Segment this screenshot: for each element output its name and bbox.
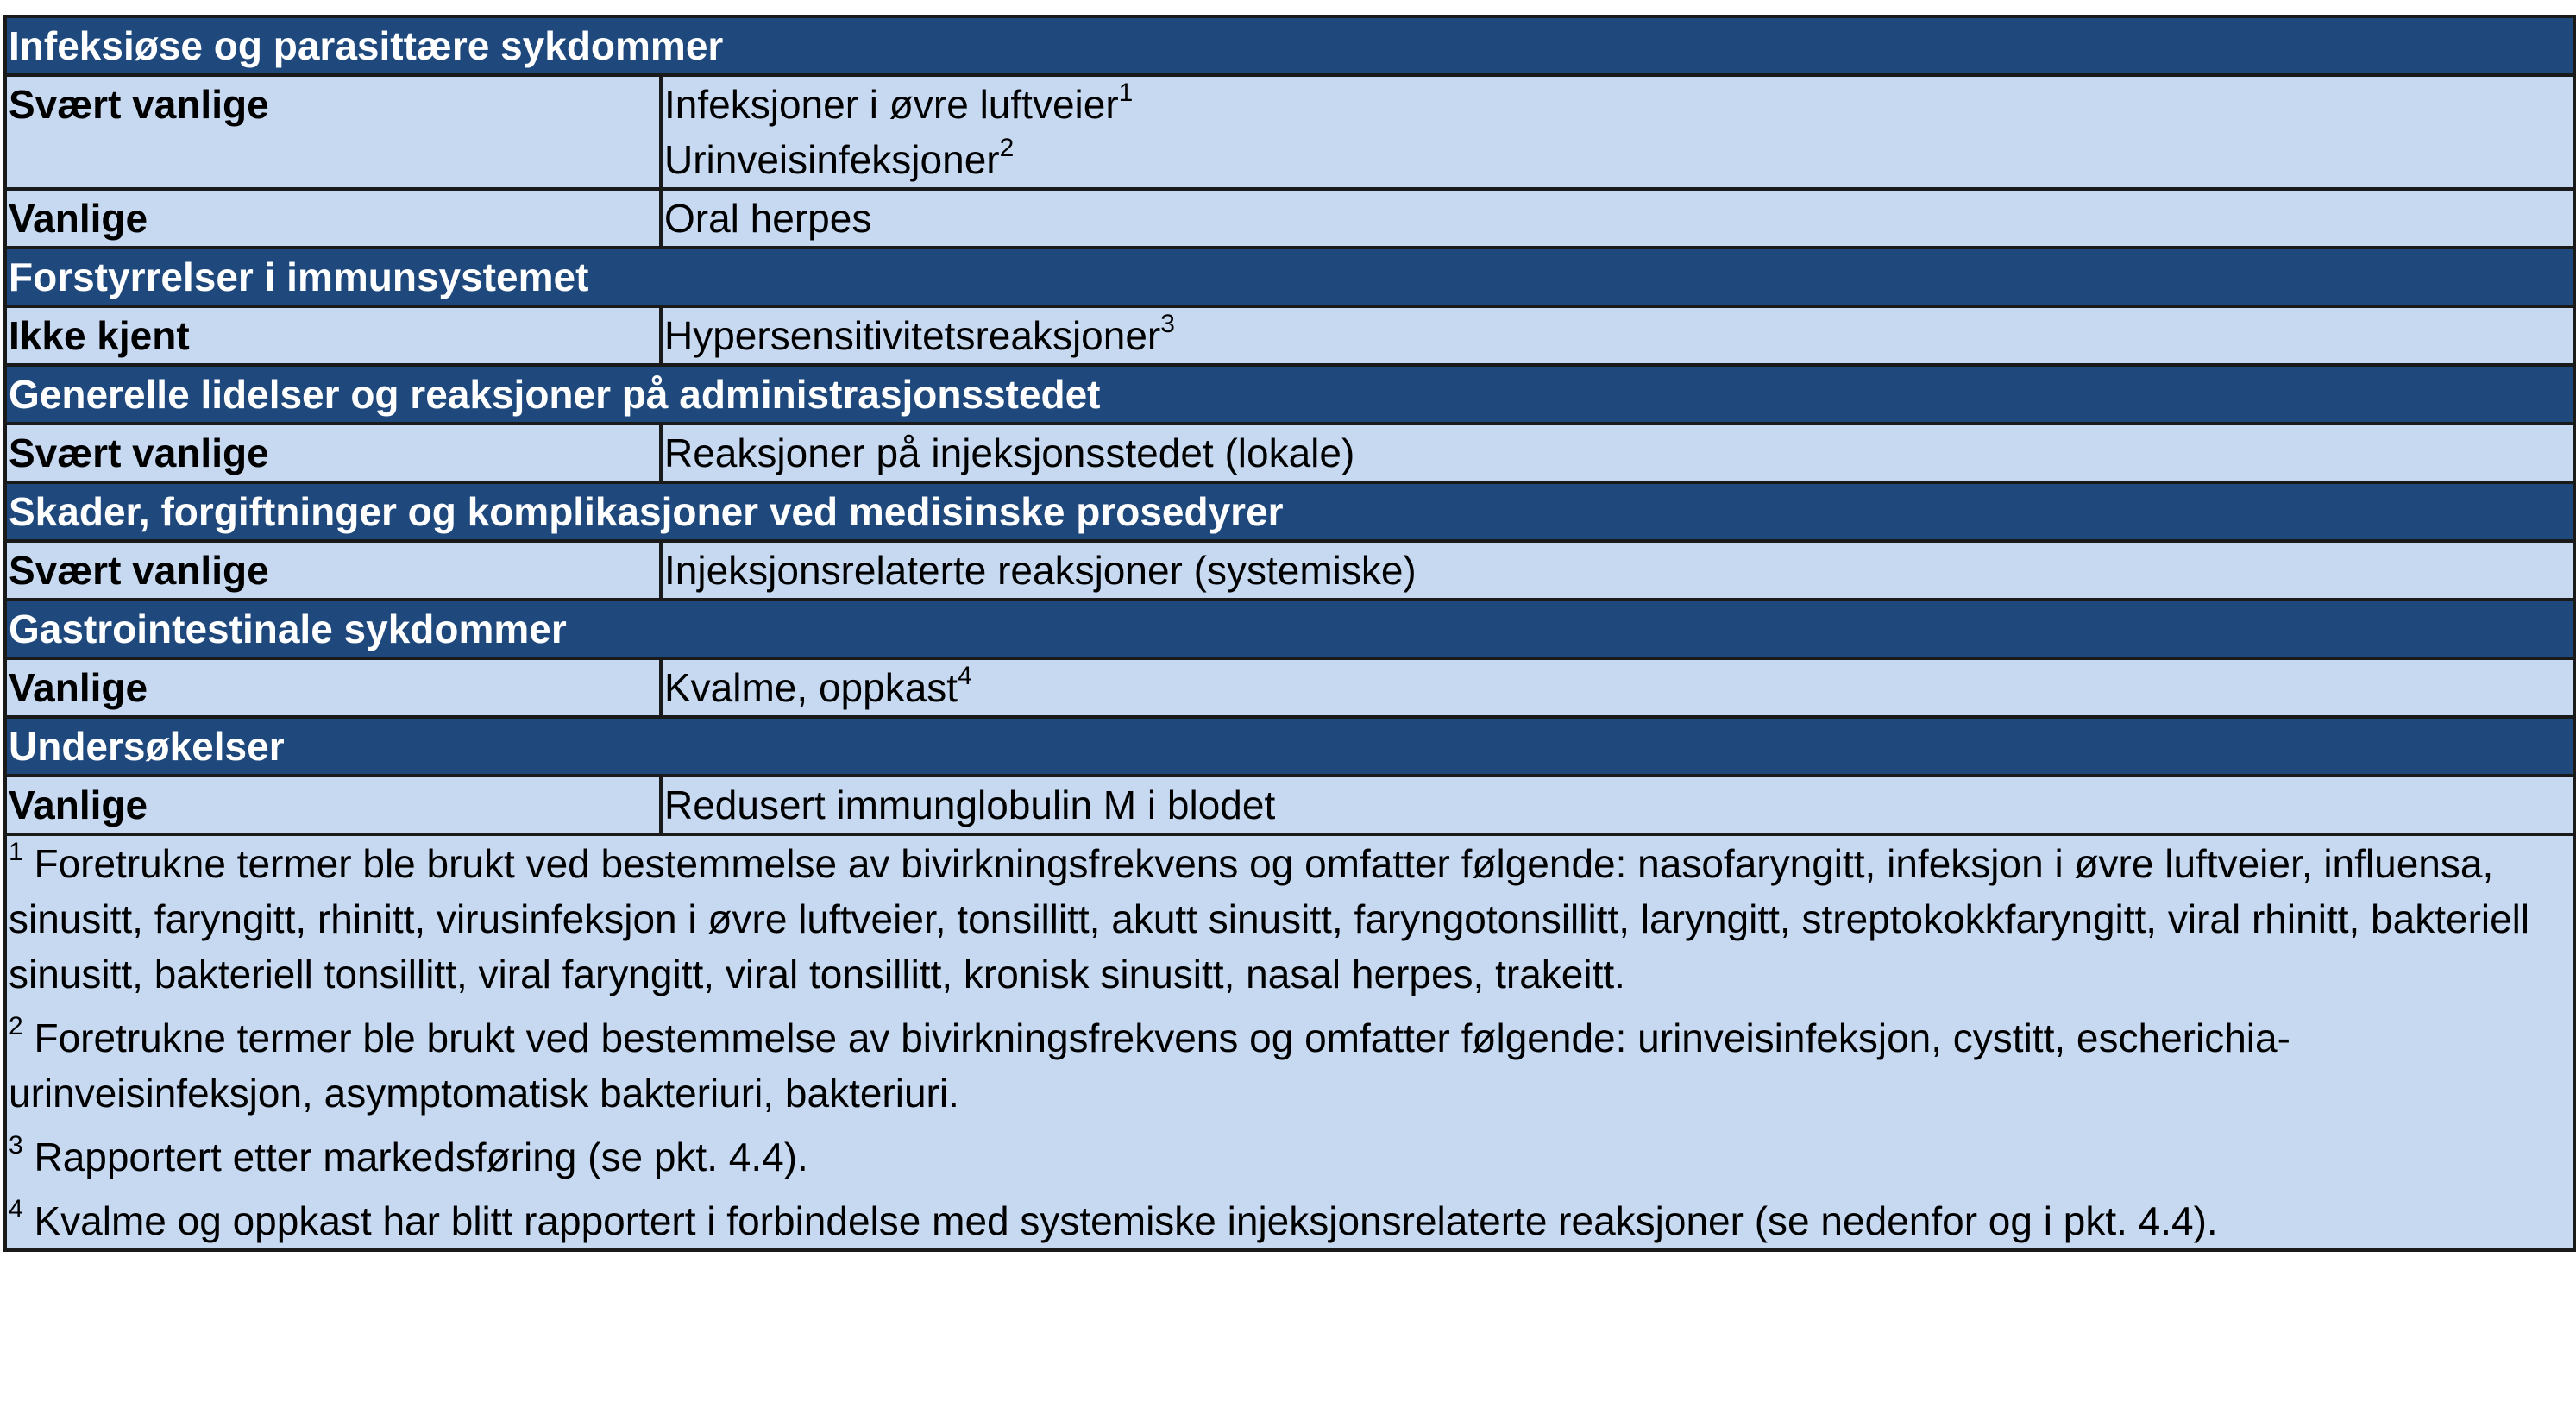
category-header-row bbox=[5, 248, 2574, 306]
table-body bbox=[5, 16, 2574, 1250]
category-header-row bbox=[5, 717, 2574, 776]
footnote-mark: 4 bbox=[9, 1194, 23, 1223]
footnote-ref: 2 bbox=[999, 133, 1015, 162]
reaction-item bbox=[664, 191, 2573, 246]
reaction-text: Reaksjoner på injeksjonsstedet (lokale) bbox=[664, 431, 1355, 475]
footnote-mark: 2 bbox=[9, 1011, 23, 1040]
category-header: Undersøkelser bbox=[5, 717, 2574, 776]
frequency-cell: Svært vanlige bbox=[5, 424, 661, 482]
category-header: Generelle lidelser og reaksjoner på administrasjonsstedet bbox=[5, 365, 2574, 424]
footnote-ref: 3 bbox=[1160, 309, 1175, 338]
table-row bbox=[5, 541, 2574, 600]
reaction-item bbox=[664, 132, 2573, 187]
category-header-row bbox=[5, 365, 2574, 424]
reaction-item bbox=[664, 308, 2573, 363]
table-row bbox=[5, 189, 2574, 248]
reaction-cell bbox=[661, 541, 2574, 600]
reaction-item bbox=[664, 425, 2573, 481]
frequency-cell: Vanlige bbox=[5, 189, 661, 248]
footnote-text: Foretrukne termer ble brukt ved bestemmelse av bivirkningsfrekvens og omfatter følgende: nasofaryngitt, infeksjon i øvre luftveier, influensa, sinusitt, faryngitt, rhinitt, virusinfeksjon i øvre luftveier, tonsillitt, akutt sinusitt, faryngotonsillitt, laryngitt, streptokokkfaryngitt, viral rhinitt, bakteriell sinusitt, bakteriell tonsillitt, viral faryngitt, viral tonsillitt, kronisk sinusitt, nasal herpes, trakeitt. bbox=[9, 841, 2530, 996]
table-row bbox=[5, 75, 2574, 189]
footnote-text: Foretrukne termer ble brukt ved bestemmelse av bivirkningsfrekvens og omfatter følgende: urinveisinfeksjon, cystitt, escherichia-urinveisinfeksjon, asymptomatisk bakteriuri, bakteriuri. bbox=[9, 1015, 2290, 1116]
footnote bbox=[9, 1010, 2573, 1121]
footnote-text: Rapportert etter markedsføring (se pkt. 4.4). bbox=[22, 1135, 808, 1179]
reaction-cell bbox=[661, 776, 2574, 834]
category-header: Gastrointestinale sykdommer bbox=[5, 600, 2574, 658]
reaction-item bbox=[664, 543, 2573, 598]
footnote bbox=[9, 1193, 2573, 1248]
reaction-cell bbox=[661, 306, 2574, 365]
reaction-item bbox=[664, 777, 2573, 833]
footnotes-cell bbox=[5, 834, 2574, 1250]
reaction-cell bbox=[661, 75, 2574, 189]
category-header: Forstyrrelser i immunsystemet bbox=[5, 248, 2574, 306]
reaction-item bbox=[664, 660, 2573, 715]
reaction-cell bbox=[661, 424, 2574, 482]
frequency-cell: Svært vanlige bbox=[5, 541, 661, 600]
reaction-text: Kvalme, oppkast bbox=[664, 665, 958, 710]
frequency-cell: Svært vanlige bbox=[5, 75, 661, 189]
reaction-text: Urinveisinfeksjoner bbox=[664, 137, 1000, 182]
table-row bbox=[5, 658, 2574, 717]
footnote bbox=[9, 1129, 2573, 1185]
table-row bbox=[5, 306, 2574, 365]
reaction-text: Hypersensitivitetsreaksjoner bbox=[664, 313, 1161, 358]
footnote-mark: 1 bbox=[9, 837, 23, 866]
reaction-text: Oral herpes bbox=[664, 196, 872, 241]
reaction-cell bbox=[661, 189, 2574, 248]
reaction-text: Infeksjoner i øvre luftveier bbox=[664, 82, 1119, 127]
category-header: Skader, forgiftninger og komplikasjoner ved medisinske prosedyrer bbox=[5, 482, 2574, 541]
table-row bbox=[5, 424, 2574, 482]
reaction-text: Redusert immunglobulin M i blodet bbox=[664, 783, 1276, 827]
category-header-row bbox=[5, 482, 2574, 541]
category-header: Infeksiøse og parasittære sykdommer bbox=[5, 16, 2574, 75]
reaction-cell bbox=[661, 658, 2574, 717]
footnote-ref: 1 bbox=[1118, 78, 1134, 107]
table-row bbox=[5, 776, 2574, 834]
footnote-mark: 3 bbox=[9, 1130, 23, 1160]
category-header-row bbox=[5, 16, 2574, 75]
footnote-ref: 4 bbox=[958, 661, 972, 690]
footnote-text: Kvalme og oppkast har blitt rapportert i forbindelse med systemiske injeksjonsrelaterte reaksjoner (se nedenfor og i pkt. 4.4). bbox=[22, 1198, 2218, 1243]
reaction-text: Injeksjonsrelaterte reaksjoner (systemiske) bbox=[664, 548, 1417, 593]
frequency-cell: Vanlige bbox=[5, 658, 661, 717]
category-header-row bbox=[5, 600, 2574, 658]
footnotes-row bbox=[5, 834, 2574, 1250]
adverse-reactions-table bbox=[3, 15, 2576, 1252]
footnote bbox=[9, 836, 2573, 1002]
frequency-cell: Vanlige bbox=[5, 776, 661, 834]
reaction-item bbox=[664, 77, 2573, 132]
frequency-cell: Ikke kjent bbox=[5, 306, 661, 365]
